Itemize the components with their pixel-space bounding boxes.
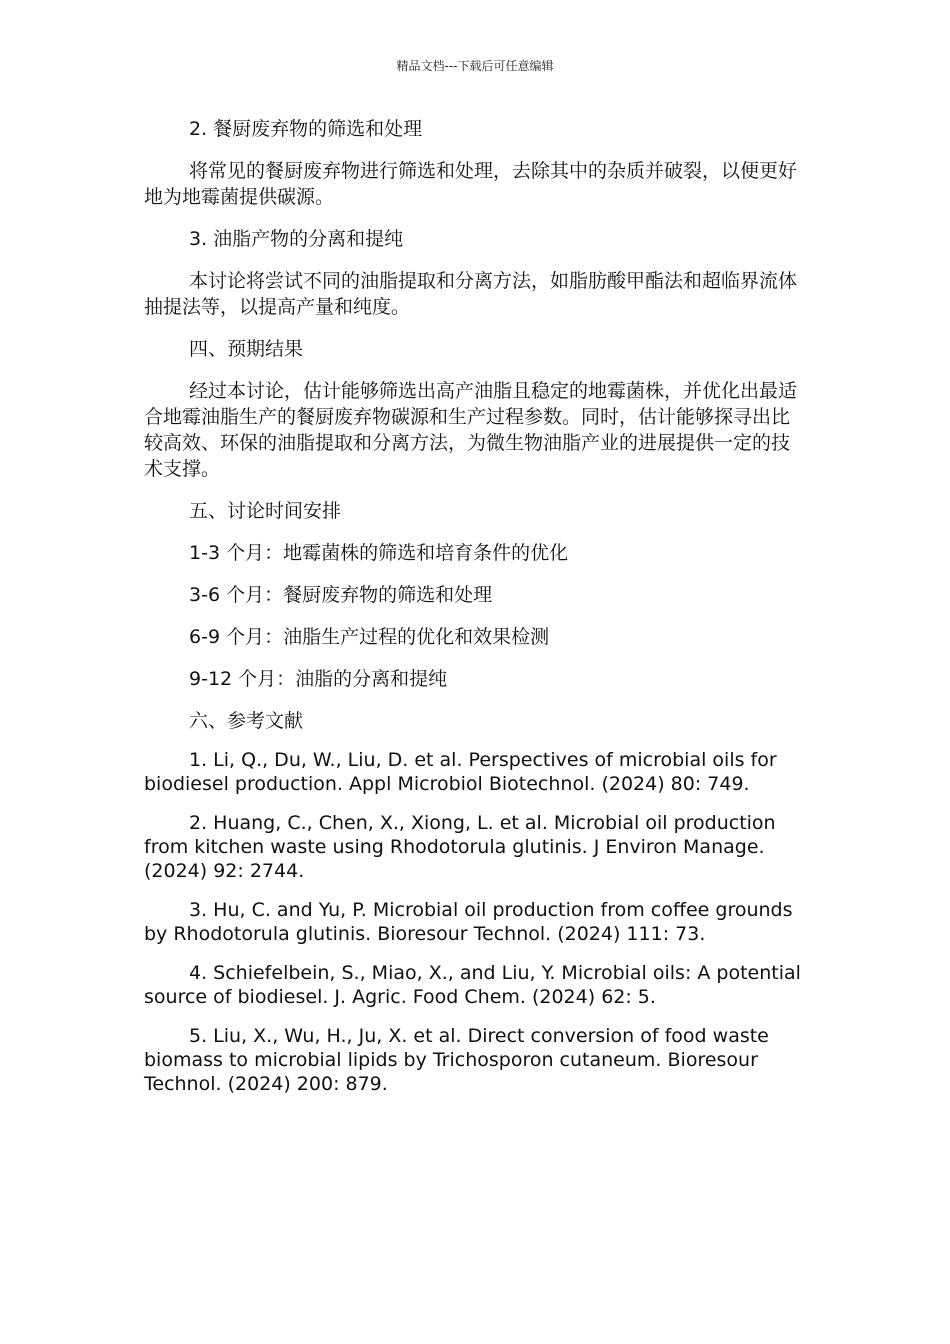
reference-item: 3. Hu, C. and Yu, P. Microbial oil production from coffee grounds by Rhodotorula glutinis. Bioresour Technol. (2024) 111: 73. bbox=[144, 899, 793, 945]
reference-item: 2. Huang, C., Chen, X., Xiong, L. et al. Microbial oil production from kitchen waste using Rhodotorula glutinis. J Environ Manage. (2024) 92: 2744. bbox=[144, 812, 776, 882]
schedule-item: 6-9 个月：油脂生产过程的优化和效果检测 bbox=[189, 626, 550, 648]
section-heading: 3. 油脂产物的分离和提纯 bbox=[189, 228, 404, 250]
body-paragraph: 经过本讨论，估计能够筛选出高产油脂且稳定的地霉菌株，并优化出最适合地霉油脂生产的餐厨废弃物碳源和生产过程参数。同时，估计能够探寻出比较高效、环保的油脂提取和分离方法，为微生物油脂产业的进展提供一定的技术支撑。 bbox=[144, 380, 798, 480]
page-header: 精品文档---下载后可任意编辑 bbox=[396, 59, 554, 73]
schedule-item: 3-6 个月：餐厨废弃物的筛选和处理 bbox=[189, 584, 493, 606]
schedule-item: 1-3 个月：地霉菌株的筛选和培育条件的优化 bbox=[189, 542, 569, 564]
section-heading: 四、预期结果 bbox=[189, 338, 304, 360]
body-paragraph: 将常见的餐厨废弃物进行筛选和处理，去除其中的杂质并破裂，以便更好地为地霉菌提供碳源。 bbox=[144, 160, 798, 208]
reference-item: 5. Liu, X., Wu, H., Ju, X. et al. Direct conversion of food waste biomass to microbial lipids by Trichosporon cutaneum. Bioresour Technol. (2024) 200: 879. bbox=[144, 1025, 769, 1095]
document-body bbox=[144, 116, 806, 1111]
section-heading: 六、参考文献 bbox=[189, 710, 304, 732]
section-heading: 2. 餐厨废弃物的筛选和处理 bbox=[189, 118, 423, 140]
reference-item: 1. Li, Q., Du, W., Liu, D. et al. Perspectives of microbial oils for biodiesel production. Appl Microbiol Biotechnol. (2024) 80: 749. bbox=[144, 749, 777, 795]
schedule-item: 9-12 个月：油脂的分离和提纯 bbox=[189, 668, 448, 690]
body-paragraph: 本讨论将尝试不同的油脂提取和分离方法，如脂肪酸甲酯法和超临界流体抽提法等，以提高产量和纯度。 bbox=[144, 270, 798, 318]
section-heading: 五、讨论时间安排 bbox=[189, 500, 342, 522]
reference-item: 4. Schiefelbein, S., Miao, X., and Liu, Y. Microbial oils: A potential source of biodiesel. J. Agric. Food Chem. (2024) 62: 5. bbox=[144, 962, 801, 1008]
